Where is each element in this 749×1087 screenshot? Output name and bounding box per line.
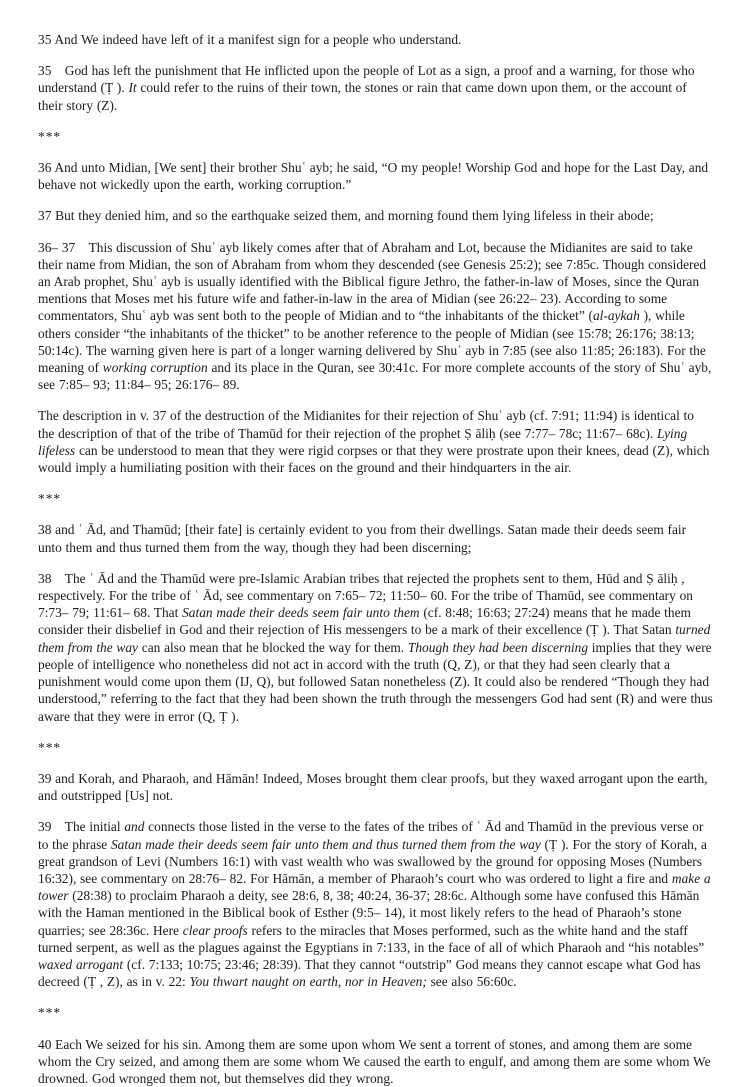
text-run: (28:38) to proclaim Pharaoh a deity, see 28:6, 8, 38; 40:24, 36-37; 28:6c. Although some have confused this Hāmān with the Haman mentioned in the Biblical book of Esther (9:5– 14), it most likely refers to the head of Pharaoh’s stone quarries; see 28:36c. Here [38, 888, 700, 938]
text-run: 39 and Korah, and Pharaoh, and Hāmān! Indeed, Moses brought them clear proofs, but they waxed arrogant upon the earth, and outstripped [Us] not. [38, 770, 708, 804]
commentary-paragraph [38, 570, 713, 725]
text-run: 40 Each We seized for his sin. Among them are some upon whom We sent a torrent of stones, and among them are some whom the Cry seized, and among them are some whom We caused the earth to engulf, and among them are some whom We drowned. God wronged them not, but themselves did they wrong. [38, 1036, 711, 1086]
verse-paragraph [38, 31, 713, 48]
text-run: (cf. 7:133; 10:75; 23:46; 28:39). That they cannot “outstrip” God means they cannot escape what God has decreed (Ṭ , Z), as in v. 22: [38, 956, 701, 990]
verse-paragraph [38, 1036, 713, 1087]
italic-text-run: clear proofs [182, 922, 248, 938]
italic-text-run: and [124, 819, 145, 835]
text-run: 35 God has left the punishment that He inflicted upon the people of Lot as a sign, a proof and a warning, for those who understand (Ṭ ). [38, 63, 695, 96]
italic-text-run: Satan made their deeds seem fair unto them [182, 605, 420, 621]
section-separator: *** [38, 1005, 62, 1021]
text-run: connects those listed in the verse to the fates of the tribes of ʿ Ād and Thamūd in the previous verse or to the phrase [38, 819, 704, 852]
text-run: ), while others consider “the inhabitants of the thicket” to be another reference to the people of Midian (see 15:78; 26:176; 38:13; 50:14c). The warning given here is part of a longer warning delivered by Shuʿ ayb in 7:85 (see also 11:85; 26:183). For the meaning of [38, 308, 706, 376]
text-run: 36 And unto Midian, [We sent] their brother Shuʿ ayb; he said, “O my people! Worship God and hope for the Last Day, and behave not wickedly upon the earth, working corruption.” [38, 160, 709, 193]
commentary-paragraph [38, 239, 713, 394]
verse-paragraph [38, 159, 713, 193]
italic-text-run: You thwart naught on earth, nor in Heaven; [189, 974, 427, 990]
italic-text-run: Lying lifeless [38, 425, 688, 458]
italic-text-run: turned them from the way [38, 622, 711, 655]
text-run: can be understood to mean that they were rigid corpses or that they were prostrate upon their knees, dead (Z), which would imply a humiliating position with their faces on the ground and their hindquarters in the air. [38, 442, 710, 476]
text-run: 38 The ʿ Ād and the Thamūd were pre-Islamic Arabian tribes that rejected the prophets sent to them, Hūd and Ṣ āliḥ , respectively. For the tribe of ʿ Ād, see commentary on 7:65– 72; 11:50– 60. For the tribe of Thamūd, see commentary on 7:73– 79; 11:61– 68. That [38, 570, 693, 621]
text-run: 38 and ʿ Ād, and Thamūd; [their fate] is certainly evident to you from their dwellings. Satan made their deeds seem fair unto them and thus turned them from the way, though they had been discerning; [38, 522, 687, 555]
italic-text-run: waxed arrogant [38, 956, 124, 972]
text-run: (cf. 8:48; 16:63; 27:24) means that he made them consider their disbelief in God and their rejection of His messengers to be a mark of their excellence (Ṭ ). That Satan [38, 605, 691, 638]
italic-text-run: Though they had been discerning [407, 639, 589, 655]
verse-paragraph [38, 521, 713, 555]
italic-text-run: Satan made their deeds seem fair unto them and thus turned them from the way [110, 836, 541, 852]
text-run: 37 But they denied him, and so the earthquake seized them, and morning found them lying lifeless in their abode; [38, 208, 654, 224]
commentary-paragraph [38, 62, 713, 114]
text-run: 36– 37 This discussion of Shuʿ ayb likely comes after that of Abraham and Lot, because the Midianites are said to take their name from Midian, the son of Abraham from whom they descended (see Genesis 25:2); see 7:85c. Though considered an Arab prophet, Shuʿ ayb is usually identified with the Biblical figure Jethro, the father-in-law of Moses, since the Quran mentions that Moses met his future wife and father-in-law in the area of Midian (see 26:22– 23). According to some commentators, Shuʿ ayb was sent both to the people of Midian and to “the inhabitants of the thicket” ( [38, 239, 707, 324]
text-run: could refer to the ruins of their town, the stones or rain that came down upon them, or the account of their story (Z). [38, 80, 687, 113]
commentary-paragraph [38, 818, 713, 990]
section-separator: *** [38, 491, 62, 507]
text-run: see also 56:60c. [426, 974, 517, 990]
text-run: can also mean that he blocked the way for them. [138, 639, 408, 655]
text-run: 35 And We indeed have left of it a manifest sign for a people who understand. [38, 32, 462, 47]
text-run: (Ṭ ). For the story of Korah, a great grandson of Levi (Numbers 16:1) with vast wealth who was swallowed by the ground for opposing Moses (Numbers 16:32), see commentary on 28:76– 82. For Hāmān, a member of Pharaoh’s court who was ordered to light a fire and [38, 836, 707, 886]
italic-text-run: It [128, 80, 137, 96]
text-run: implies that they were people of intelligence who nonetheless did not act in accord with the truth (Q, Z), or that they had seen clearly that a punishment would come upon them (IJ, Q), but followed Satan nonetheless (Z). It could also be rendered “Though they had understood,” referring to the fact that they had been shown the truth through the messengers God had sent (R) and were thus aware that they were in error (Q, Ṭ ). [38, 639, 713, 724]
text-run: and its place in the Quran, see 30:41c. For more complete accounts of the story of Shuʿ ayb, see 7:85– 93; 11:84– 95; 26:176– 89. [38, 360, 712, 393]
verse-paragraph [38, 770, 713, 804]
italic-text-run: al-aykah [592, 308, 640, 324]
section-separator: *** [38, 128, 62, 144]
section-separator: *** [38, 739, 62, 755]
italic-text-run: make a tower [38, 870, 711, 904]
text-run: The description in v. 37 of the destruction of the Midianites for their rejection of Shuʿ ayb (cf. 7:91; 11:94) is identical to the description of that of the tribe of Thamūd for their rejection of the prophet Ṣ āliḥ (see 7:77– 78c; 11:67– 68c). [38, 408, 694, 441]
commentary-paragraph [38, 407, 713, 476]
italic-text-run: working corruption [102, 360, 208, 376]
verse-paragraph [38, 207, 713, 224]
text-run: 39 The initial [38, 819, 125, 835]
text-run: refers to the miracles that Moses performed, such as the white hand and the staff turned serpent, as well as the plagues against the Egyptians in 7:133, in the face of all of which Pharaoh and “his notables” [38, 922, 705, 955]
